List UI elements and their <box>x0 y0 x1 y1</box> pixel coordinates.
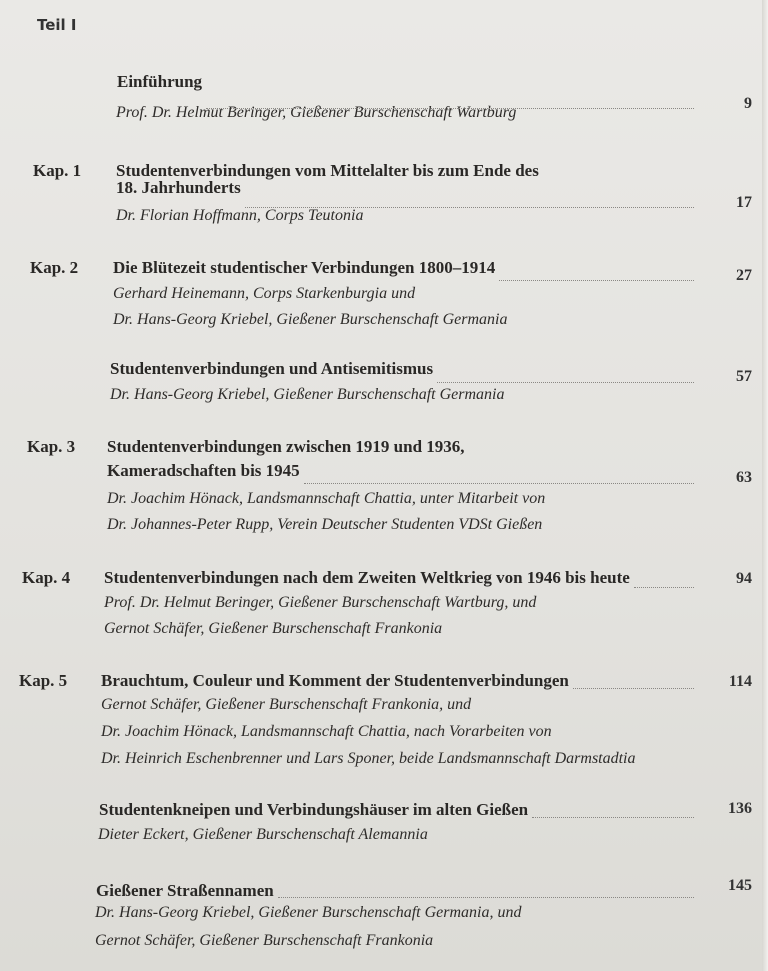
entry-title: 18. Jahrhunderts <box>116 178 241 197</box>
entry-author: Dieter Eckert, Gießener Burschenschaft Alemannia <box>98 826 428 843</box>
entry-author: Dr. Florian Hoffmann, Corps Teutonia <box>116 207 364 224</box>
dot-leader <box>573 688 694 689</box>
entry-author: Gernot Schäfer, Gießener Burschenschaft Frankonia <box>95 932 434 949</box>
page-number: 136 <box>728 800 752 817</box>
entry-title: Studentenkneipen und Verbindungshäuser im alten Gießen <box>99 800 529 819</box>
entry-author: Dr. Johannes-Peter Rupp, Verein Deutscher Studenten VDSt Gießen <box>107 516 543 533</box>
entry-title: Studentenverbindungen und Antisemitismus <box>110 359 434 378</box>
dot-leader <box>278 897 694 898</box>
entry-author: Dr. Hans-Georg Kriebel, Gießener Burschenschaft Germania <box>110 386 505 403</box>
page-number: 94 <box>736 570 752 587</box>
entry-author: Dr. Joachim Hönack, Landsmannschaft Chattia, nach Vorarbeiten von <box>101 723 552 740</box>
entry-author: Dr. Heinrich Eschenbrenner und Lars Sponer, beide Landsmannschaft Darmstadtia <box>101 750 636 767</box>
entry-title: Gießener Straßennamen <box>96 881 274 900</box>
entry-title: Die Blütezeit studentischer Verbindungen 1800–1914 <box>113 258 496 277</box>
page-number: 27 <box>736 267 752 284</box>
entry-author: Dr. Hans-Georg Kriebel, Gießener Burschenschaft Germania <box>113 311 508 328</box>
chapter-label: Kap. 3 <box>27 437 76 456</box>
chapter-label: Kap. 1 <box>33 161 82 180</box>
chapter-label: Kap. 2 <box>30 258 79 277</box>
dot-leader <box>245 207 694 208</box>
page-edge <box>762 0 768 971</box>
chapter-label: Kap. 5 <box>19 671 68 690</box>
entry-author: Gernot Schäfer, Gießener Burschenschaft Frankonia <box>104 620 443 637</box>
page-number: 145 <box>728 877 752 894</box>
entry-author: Dr. Joachim Hönack, Landsmannschaft Chattia, unter Mitarbeit von <box>107 490 546 507</box>
dot-leader <box>206 108 694 109</box>
entry-title: Studentenverbindungen vom Mittelalter bis zum Ende des <box>116 161 539 180</box>
entry-title: Kameradschaften bis 1945 <box>107 461 300 480</box>
dot-leader <box>437 382 694 383</box>
dot-leader <box>499 280 694 281</box>
entry-title: Studentenverbindungen nach dem Zweiten Weltkrieg von 1946 bis heute <box>104 568 630 587</box>
entry-title: Brauchtum, Couleur und Komment der Studentenverbindungen <box>101 671 569 690</box>
entry-title: Studentenverbindungen zwischen 1919 und 1936, <box>107 437 465 456</box>
page-number: 63 <box>736 469 752 486</box>
entry-title: Einführung <box>117 72 203 91</box>
chapter-label: Kap. 4 <box>22 568 71 587</box>
page-number: 57 <box>736 368 752 385</box>
dot-leader <box>532 817 694 818</box>
entry-author: Prof. Dr. Helmut Beringer, Gießener Burschenschaft Wartburg <box>116 104 517 121</box>
page-number: 9 <box>744 95 752 112</box>
entry-author: Prof. Dr. Helmut Beringer, Gießener Burschenschaft Wartburg, und <box>104 594 537 611</box>
part-label: Teil I <box>37 16 77 34</box>
entry-author: Gernot Schäfer, Gießener Burschenschaft Frankonia, und <box>101 696 472 713</box>
entry-author: Gerhard Heinemann, Corps Starkenburgia und <box>113 285 416 302</box>
dot-leader <box>304 483 694 484</box>
entry-author: Dr. Hans-Georg Kriebel, Gießener Burschenschaft Germania, und <box>95 904 522 921</box>
page-number: 17 <box>736 194 752 211</box>
page-number: 114 <box>728 673 752 690</box>
dot-leader <box>634 587 694 588</box>
